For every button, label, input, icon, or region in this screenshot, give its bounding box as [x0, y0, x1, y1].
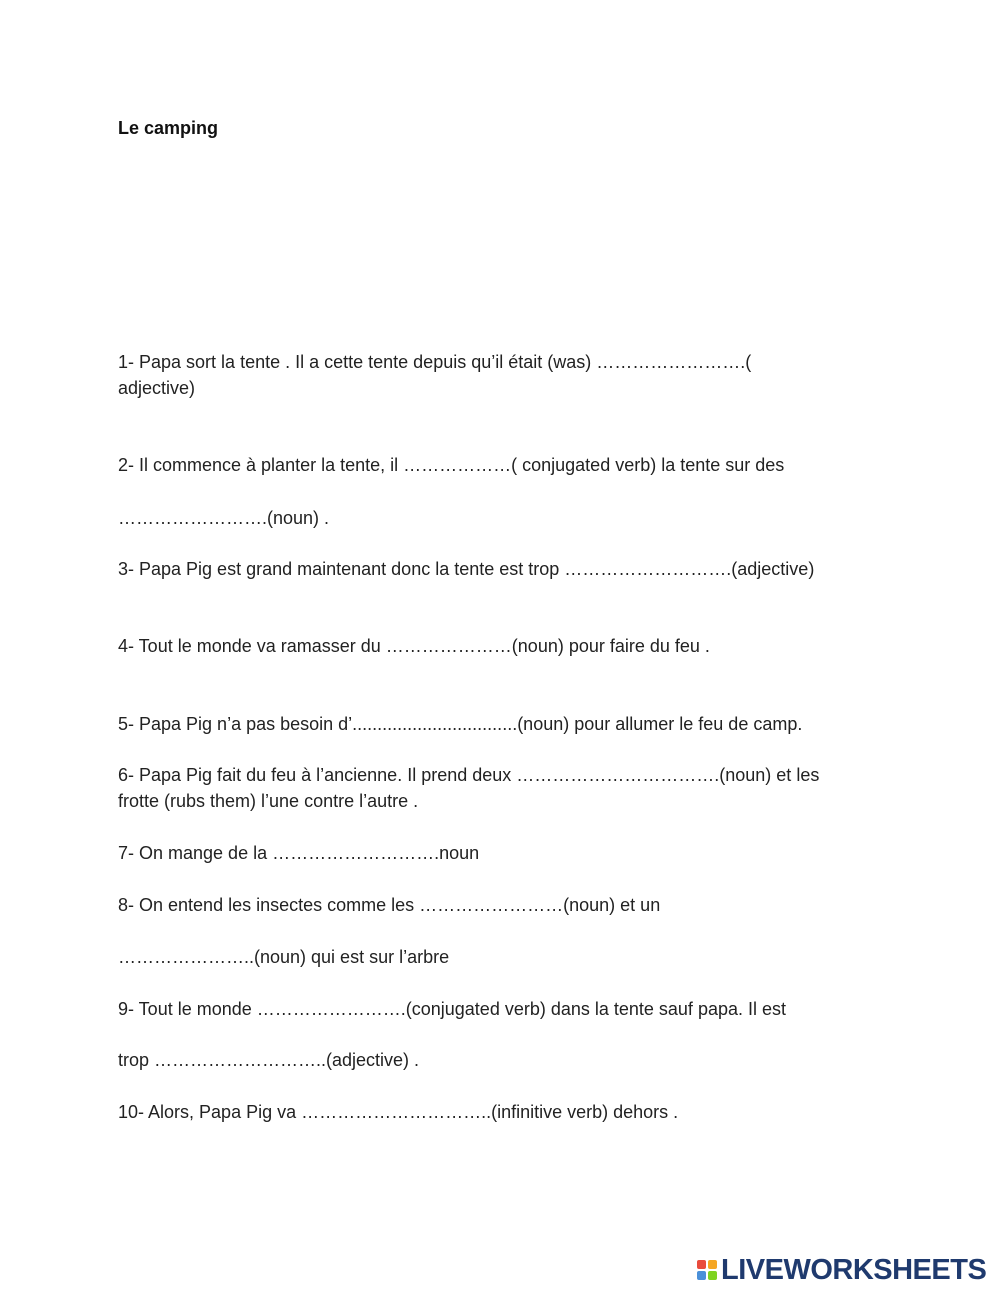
question-2-line-2: …………………….(noun) .: [118, 508, 330, 528]
question-7: 7- On mange de la ……………………….noun: [118, 843, 480, 863]
question-1-line-2: adjective): [118, 378, 196, 398]
question-3: 3- Papa Pig est grand maintenant donc la tente est trop ……………………….(adjective): [118, 559, 815, 579]
question-6-line-1: 6- Papa Pig fait du feu à l’ancienne. Il prend deux …………………………….(noun) et les: [118, 765, 820, 785]
question-9-line-1: 9- Tout le monde …………………….(conjugated verb) dans la tente sauf papa. Il est: [118, 999, 786, 1019]
question-5: 5- Papa Pig n’a pas besoin d’.................................(noun) pour allumer le feu de camp.: [118, 714, 803, 734]
question-9-line-2: trop ………………………..(adjective) .: [118, 1050, 420, 1070]
question-1-line-1: 1- Papa sort la tente . Il a cette tente depuis qu’il était (was) …………………….(: [118, 352, 752, 372]
liveworksheets-watermark: [697, 1255, 986, 1285]
question-10: 10- Alors, Papa Pig va …………………………..(infinitive verb) dehors .: [118, 1102, 679, 1122]
question-8-line-1: 8- On entend les insectes comme les ……………………(noun) et un: [118, 895, 661, 915]
question-8-line-2: …………………..(noun) qui est sur l’arbre: [118, 947, 450, 967]
watermark-text: LIVEWORKSHEETS: [721, 1253, 987, 1286]
question-6-line-2: frotte (rubs them) l’une contre l’autre .: [118, 791, 419, 811]
page-title: Le camping: [118, 118, 219, 138]
liveworksheets-logo-icon: [697, 1260, 717, 1280]
question-2-line-1: 2- Il commence à planter la tente, il ………………( conjugated verb) la tente sur des: [118, 455, 785, 475]
question-4: 4- Tout le monde va ramasser du …………………(noun) pour faire du feu .: [118, 636, 710, 656]
